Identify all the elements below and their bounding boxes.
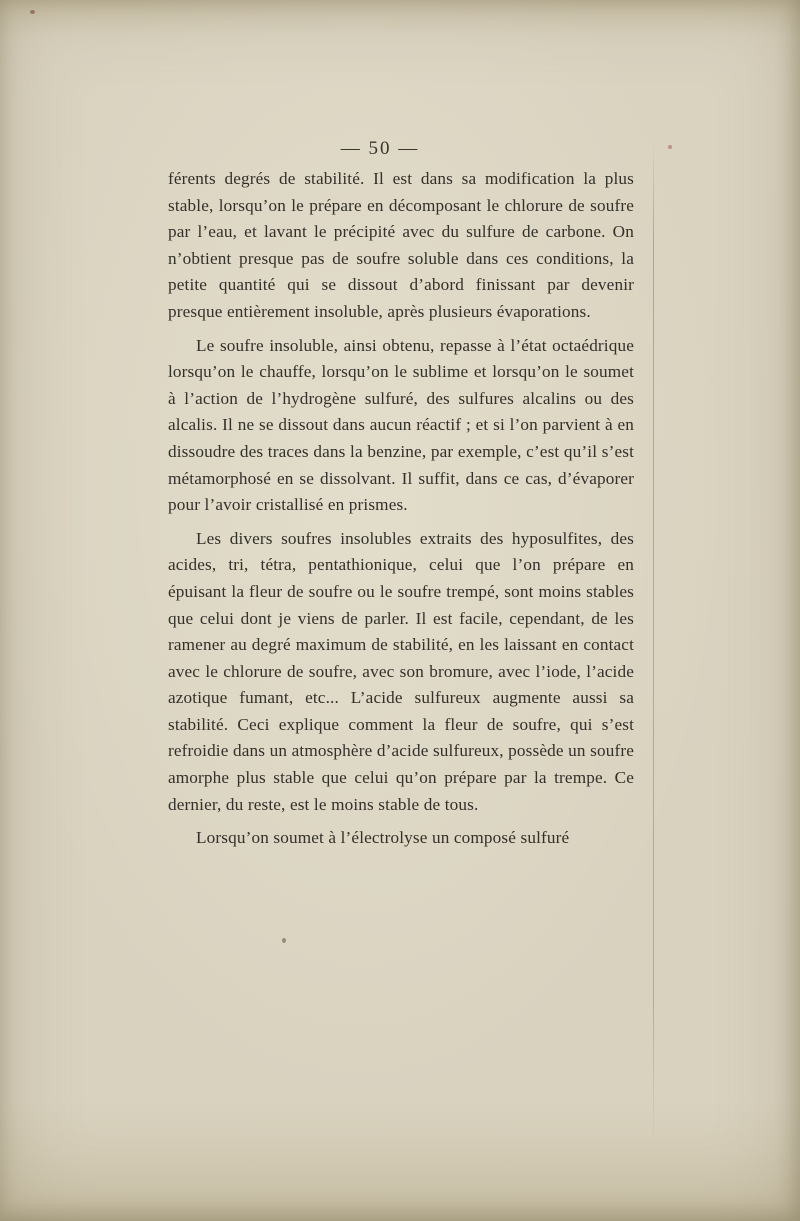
paragraph-continuation: férents degrés de stabilité. Il est dans sa modification la plus stable, lorsqu’on le prépare en décomposant le chlorure de soufre par l’eau, et lavant le précipité avec du sulfure de carbone. On n’obtient presque pas de soufre soluble dans ces conditions, la petite quantité qui se dissout d’abord finissant par devenir presque entièrement insoluble, après plusieurs évaporations. (168, 169, 634, 321)
page-edge-shadow (653, 140, 654, 1150)
paragraph-soufres-insolubles-extraits: Les divers soufres insolubles extraits des hyposulfites, des acides, tri, tétra, pentathionique, celui que l’on prépare en épuisant la fleur de soufre ou le soufre trempé, sont moins stables que celui dont je viens de parler. Il est facile, cependant, de les ramener au degré maximum de stabilité, en les laissant en contact avec le chlorure de soufre, avec son bromure, avec l’iode, l’acide azotique fumant, etc... L’acide sulfureux augmente aussi sa stabilité. Ceci explique comment la fleur de soufre, qui s’est refroidie dans un atmosphère d’acide sulfureux, possède un soufre amorphe plus stable que celui qu’on prépare par la trempe. Ce dernier, du reste, est le moins stable de tous. (168, 528, 634, 814)
paper-speck (30, 10, 35, 14)
paragraph-soufre-insoluble: Le soufre insoluble, ainsi obtenu, repasse à l’état octaédrique lorsqu’on le chauffe, lorsqu’on le sublime et lorsqu’on le soumet à l’action de l’hydrogène sulfuré, des sulfures alcalins ou des alcalis. Il ne se dissout dans aucun réactif ; et si l’on parvient à en dissoudre des traces dans la benzine, par exemple, c’est qu’il s’est métamorphosé en se dissolvant. Il suffit, dans ce cas, d’évaporer pour l’avoir cristallisé en prismes. (168, 335, 634, 515)
paper-speck (668, 145, 672, 149)
text-block (168, 166, 634, 859)
paper-speck (282, 938, 286, 943)
page-number: — 50 — (340, 138, 420, 159)
paragraph-electrolyse: Lorsqu’on soumet à l’électrolyse un composé sulfuré (196, 828, 570, 848)
